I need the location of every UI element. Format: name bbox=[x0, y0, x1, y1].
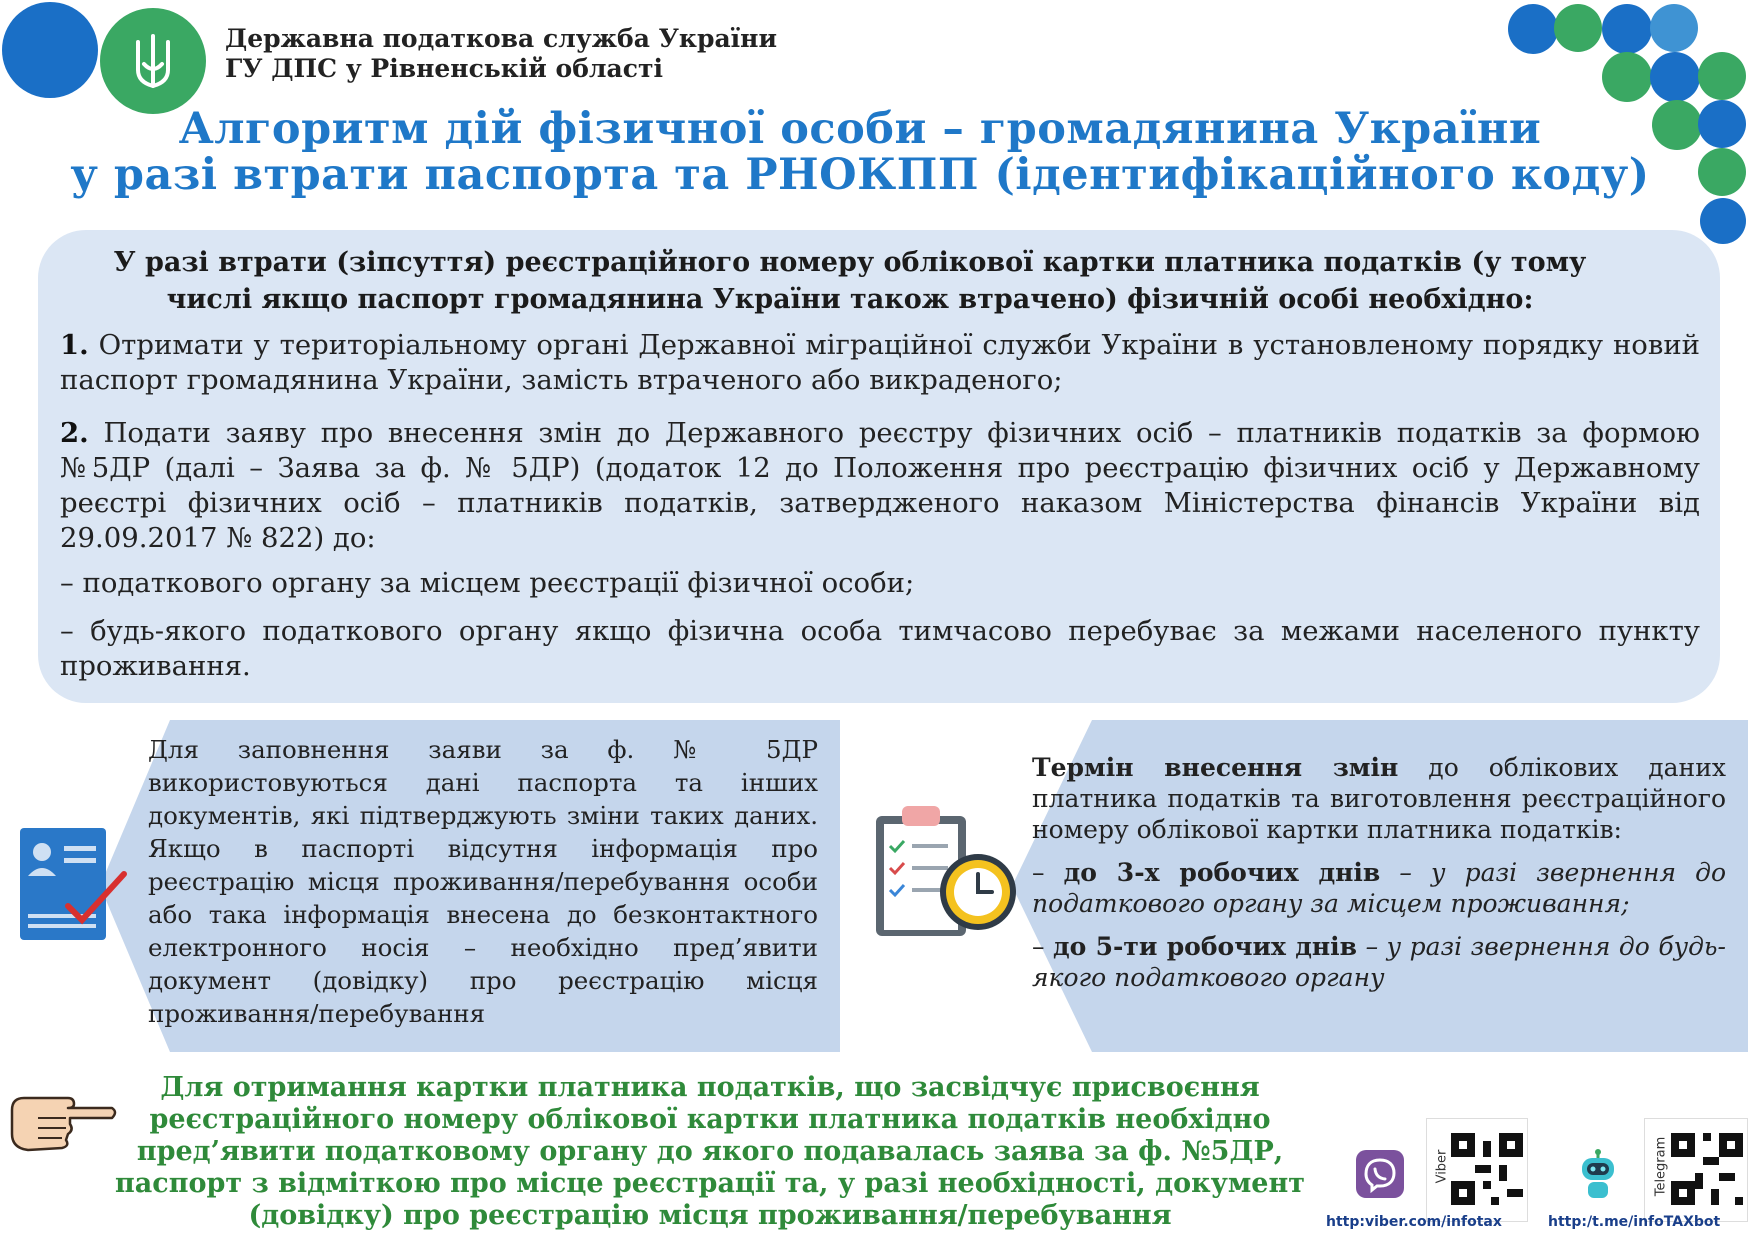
title-line-2: у разі втрати паспорта та РНОКПП (ідентифікаційного коду) bbox=[70, 150, 1650, 200]
step-2 bbox=[60, 416, 1700, 556]
decor-dot bbox=[1698, 100, 1746, 148]
form-document-icon bbox=[18, 826, 128, 948]
organization-name bbox=[225, 24, 777, 84]
telegram-label: Telegram bbox=[1653, 1136, 1669, 1197]
trident-emblem-icon bbox=[100, 8, 206, 114]
decor-dot bbox=[2, 2, 98, 98]
right-callout-text bbox=[1032, 752, 1726, 1005]
item-2-prefix: – bbox=[1032, 932, 1054, 961]
term-item-2 bbox=[1032, 931, 1726, 993]
bullet-1: – податкового органу за місцем реєстрації фізичної особи; bbox=[60, 567, 915, 599]
step-1-text: Отримати у територіальному органі Державної міграційної служби України в установленому порядку новий паспорт громадянина України, замість втраченого або викраденого; bbox=[60, 329, 1700, 396]
decor-dot bbox=[1508, 4, 1558, 54]
telegram-bot-icon[interactable] bbox=[1574, 1148, 1622, 1208]
decor-dot bbox=[1554, 4, 1602, 52]
viber-label: Viber bbox=[1434, 1149, 1450, 1184]
emblem-circle bbox=[100, 8, 206, 114]
org-line-2: ГУ ДПС у Рівненській області bbox=[225, 54, 663, 83]
decor-dot bbox=[1650, 52, 1700, 102]
step-2-number: 2. bbox=[60, 417, 89, 449]
term-paragraph bbox=[1032, 752, 1726, 845]
decor-dot bbox=[1700, 198, 1746, 244]
bullet-2: – будь-якого податкового органу якщо фізична особа тимчасово перебуває за межами населеного пункту проживання. bbox=[60, 615, 1700, 682]
item-1-rest: – у разі звернення до податкового органу за місцем проживання; bbox=[1032, 858, 1727, 918]
viber-qr-code[interactable] bbox=[1426, 1118, 1528, 1222]
step-1-number: 1. bbox=[60, 329, 89, 361]
item-2-bold: до 5-ти робочих днів bbox=[1053, 932, 1358, 961]
decor-dot bbox=[1650, 4, 1698, 52]
bottom-notice: Для отримання картки платника податків, що засвідчує присвоєння реєстраційного номеру облікової картки платника податків необхідно пред’явити податковому органу до якого подавалась заява за ф. №5ДР, паспорт з відміткою про місце реєстрації та, у разі необхідності, документ (довідку) про реєстрацію місця проживання/перебування bbox=[115, 1072, 1305, 1231]
telegram-qr-code[interactable] bbox=[1644, 1118, 1748, 1222]
item-1-prefix: – bbox=[1032, 858, 1064, 887]
term-rest: до облікових даних платника податків та виготовлення реєстраційного номеру облікової картки платника податків: bbox=[1032, 753, 1726, 844]
term-item-1 bbox=[1032, 857, 1726, 919]
decor-dot bbox=[1602, 4, 1652, 54]
org-line-1: Державна податкова служба України bbox=[225, 24, 777, 53]
term-bold: Термін внесення змін bbox=[1032, 753, 1399, 782]
item-1-bold: до 3-х робочих днів bbox=[1063, 858, 1381, 887]
left-callout-text: Для заповнення заяви за ф. № 5ДР використовуються дані паспорта та інших документів, які підтверджують зміни таких даних. Якщо в паспорті відсутня інформація про реєстрацію місця проживання/перебування особи або така інформація внесена до безконтактного електронного носія – необхідно пред’явити документ (довідку) про реєстрацію місця проживання/перебування bbox=[148, 735, 818, 1028]
viber-link[interactable]: http:viber.com/infotax bbox=[1326, 1214, 1502, 1230]
title-line-1: Алгоритм дій фізичної особи – громадянина України bbox=[178, 104, 1542, 154]
decor-dot bbox=[1698, 148, 1746, 196]
panel-heading: У разі втрати (зіпсуття) реєстраційного номеру облікової картки платника податків (у тому числі якщо паспорт громадянина України також втрачено) фізичній особі необхідно: bbox=[113, 247, 1587, 315]
decor-dot bbox=[1698, 52, 1746, 100]
step-1 bbox=[60, 328, 1700, 398]
item-2-rest: – у разі звернення до будь-якого податкового органу bbox=[1032, 932, 1726, 992]
decor-dot bbox=[1602, 52, 1652, 102]
step-2-text: Подати заяву про внесення змін до Державного реєстру фізичних осіб – платників податків за формою №5ДР (далі – Заява за ф. № 5ДР) (додаток 12 до Положення про реєстрацію фізичних осіб у Державному реєстрі фізичних осіб – платників податків, затвердженого наказом Міністерства фінансів України від 29.09.2017 № 822) до: bbox=[60, 417, 1700, 554]
telegram-link[interactable]: http:/t.me/infoTAXbot bbox=[1548, 1214, 1721, 1230]
clipboard-clock-icon bbox=[872, 802, 1022, 946]
viber-icon[interactable] bbox=[1356, 1150, 1404, 1198]
page-title bbox=[40, 106, 1680, 198]
